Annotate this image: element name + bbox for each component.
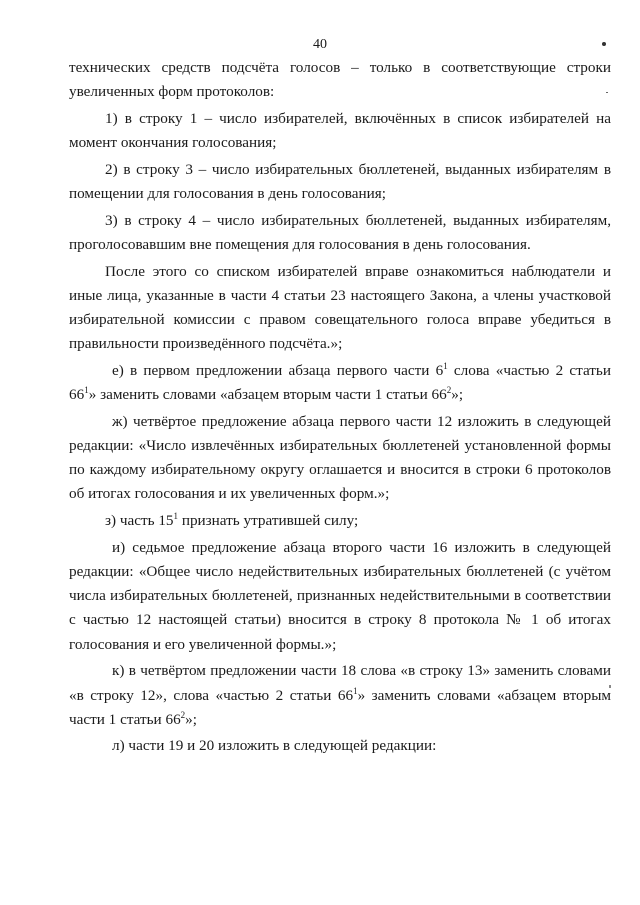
paragraph-text: слова «частью 2 статьи 66 xyxy=(69,361,611,404)
paragraph-item-k xyxy=(69,659,611,732)
paragraph-text: 2) в строку 3 – число избирательных бюллетеней, выданных избирателям в помещении для голосования в день голосования; xyxy=(69,160,611,203)
paragraph-text: к) в четвёртом предложении части 18 слова «в строку 13» заменить словами «в строку 12», слова «частью 2 статьи 66 xyxy=(69,662,611,704)
paragraph-item-e xyxy=(69,359,611,407)
paragraph-text: и) седьмое предложение абзаца второго части 16 изложить в следующей редакции: «Общее число недействительных избирательных бюллетеней (с учётом числа избирательных бюллетеней, признанных недействительными в соответствии с частью 12 настоящей статьи) вносится в строку 8 протокола № 1 об итогах голосования и его увеличенной формы.»; xyxy=(69,538,611,653)
paragraph-text: »; xyxy=(185,710,197,728)
scan-speck xyxy=(602,42,606,46)
paragraph-text: признать утратившей силу; xyxy=(178,512,359,530)
superscript: 1 xyxy=(443,360,448,371)
paragraph-text: л) части 19 и 20 изложить в следующей редакции: xyxy=(112,737,437,755)
page-number: 40 xyxy=(313,37,327,52)
paragraph-item-3 xyxy=(69,209,611,257)
superscript: 2 xyxy=(446,385,452,396)
paragraph-text: » заменить словами «абзацем вторым части 1 статьи 66 xyxy=(69,686,612,728)
paragraph-item-z xyxy=(69,509,611,533)
paragraph-text: 3) в строку 4 – число избирательных бюллетеней, выданных избирателям, проголосовавшим вне помещения для голосования в день голосования. xyxy=(69,211,611,253)
paragraph-item-2 xyxy=(69,158,611,206)
paragraph-text: »; xyxy=(451,386,464,404)
paragraph-intro xyxy=(69,56,611,104)
superscript: 2 xyxy=(180,709,186,720)
paragraph-text: технических средств подсчёта голосов – только в соответствующие строки увеличенных форм протоколов: xyxy=(69,59,611,101)
superscript: 1 xyxy=(84,385,89,396)
paragraph-text: 1) в строку 1 – число избирателей, включённых в список избирателей на момент окончания голосования; xyxy=(69,109,611,152)
paragraph-text: После этого со списком избирателей вправе ознакомиться наблюдатели и иные лица, указанные в части 4 статьи 23 настоящего Закона, а члены участковой избирательной комиссии с правом совещательного голоса вправе убедиться в правильности произведённого подсчёта.»; xyxy=(69,262,611,353)
paragraph-text: е) в первом предложении абзаца первого части 6 xyxy=(112,361,444,379)
document-body xyxy=(69,56,611,761)
paragraph-text: » заменить словами «абзацем вторым части 1 статьи 66 xyxy=(88,386,447,404)
superscript: 1 xyxy=(353,685,358,696)
superscript: 1 xyxy=(173,511,179,522)
paragraph-item-l xyxy=(69,734,611,758)
paragraph-after-count xyxy=(69,260,611,357)
paragraph-item-1 xyxy=(69,107,611,155)
paragraph-text: ж) четвёртое предложение абзаца первого части 12 изложить в следующей редакции: «Число извлечённых избирательных бюллетеней установленной формы по каждому избирательному округу оглашается и вносится в строки 6 протоколов об итогах голосования и их увеличенных форм.»; xyxy=(69,412,611,503)
paragraph-item-i xyxy=(69,536,611,657)
paragraph-item-zh xyxy=(69,410,611,507)
paragraph-text: з) часть 15 xyxy=(105,512,174,530)
